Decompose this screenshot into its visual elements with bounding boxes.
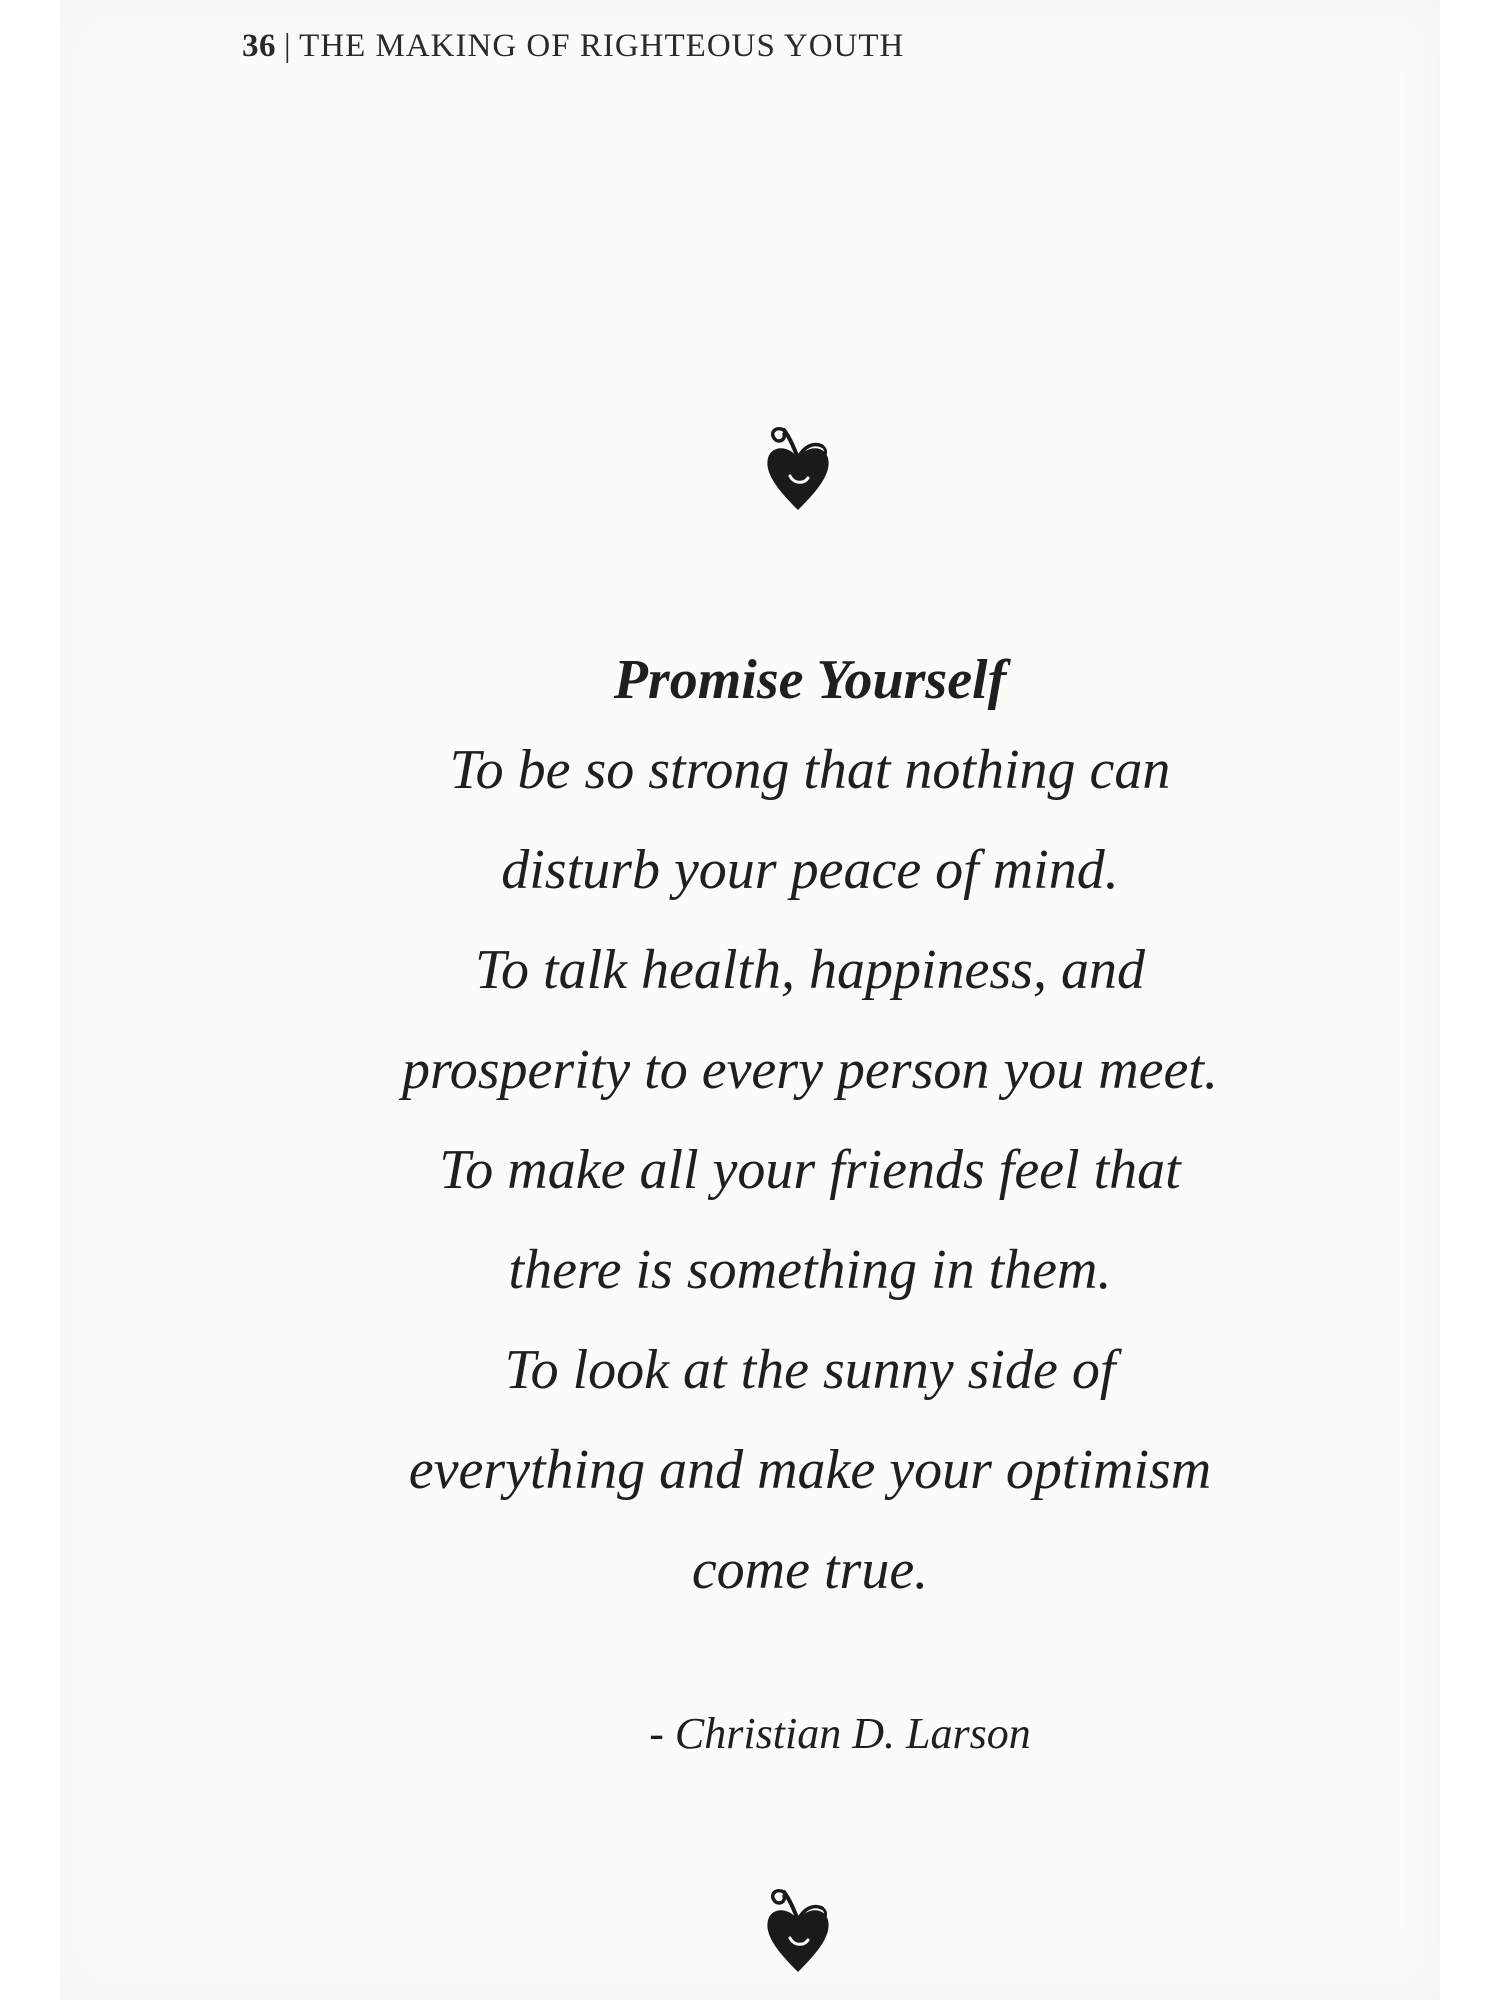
fleuron-heart-icon — [760, 418, 836, 514]
book-title: THE MAKING OF RIGHTEOUS YOUTH — [299, 28, 905, 64]
poem-line: disturb your peace of mind. — [501, 839, 1119, 901]
running-head — [242, 28, 904, 65]
poem-line: To make all your friends feel that — [439, 1139, 1181, 1201]
page-number: 36 — [242, 28, 276, 64]
poem-line: To be so strong that nothing can — [449, 739, 1171, 801]
poem-line: To talk health, happiness, and — [475, 939, 1145, 1001]
poem-attribution: - Christian D. Larson — [649, 1709, 1031, 1758]
running-head-separator: | — [284, 28, 292, 64]
poem — [220, 640, 1400, 1620]
poem-line: prosperity to every person you meet. — [402, 1039, 1218, 1101]
poem-line: To look at the sunny side of — [504, 1339, 1116, 1401]
book-page — [60, 0, 1440, 2000]
poem-line: everything and make your optimism — [408, 1439, 1212, 1501]
fleuron-heart-icon — [760, 1880, 836, 1976]
poem-line: there is something in them. — [508, 1239, 1112, 1301]
poem-line: come true. — [691, 1539, 929, 1601]
poem-title: Promise Yourself — [613, 649, 1007, 711]
